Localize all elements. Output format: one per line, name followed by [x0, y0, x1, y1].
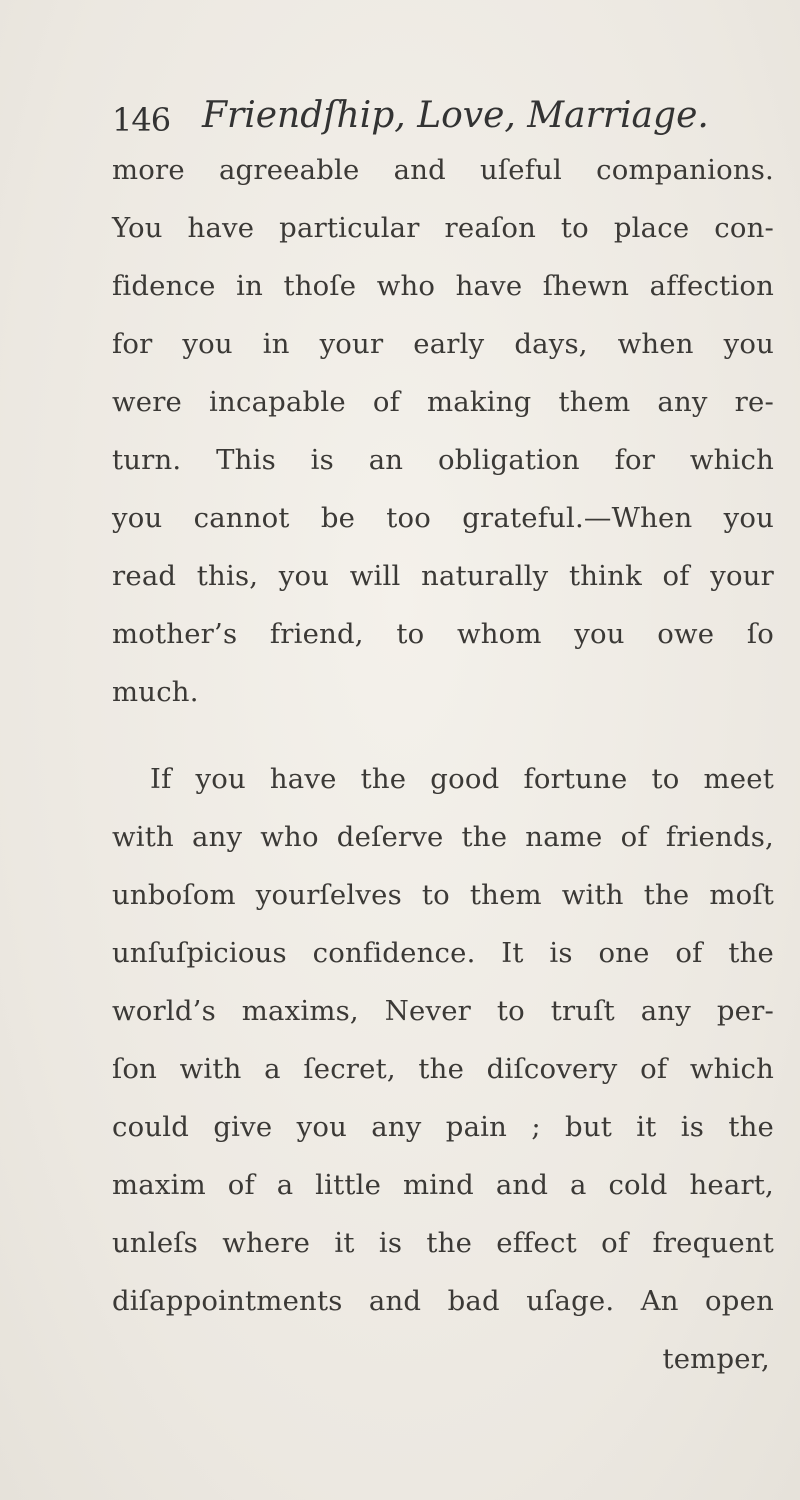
- text-line: mother’s friend, to whom you owe ſo: [112, 618, 774, 650]
- text-line: ſon with a ſecret, the diſcovery of which: [112, 1053, 774, 1085]
- catchword: temper,: [662, 1343, 770, 1375]
- text-line: more agreeable and uſeful companions.: [112, 154, 774, 186]
- text-line: could give you any pain ; but it is the: [112, 1111, 774, 1143]
- text-line: read this, you will naturally think of your: [112, 560, 774, 592]
- text-line: unleſs where it is the effect of frequent: [112, 1227, 774, 1259]
- text-line: unſuſpicious confidence. It is one of the: [112, 937, 774, 969]
- text-line: maxim of a little mind and a cold heart,: [112, 1169, 774, 1201]
- text-line: fidence in thoſe who have ſhewn affection: [112, 270, 774, 302]
- text-line: world’s maxims, Never to truſt any per-: [112, 995, 774, 1027]
- text-line: unboſom yourſelves to them with the moſt: [112, 879, 774, 911]
- text-line: were incapable of making them any re-: [112, 386, 774, 418]
- text-line: turn. This is an obligation for which: [112, 444, 774, 476]
- page-header: [112, 95, 760, 145]
- running-title: Friendſhip, Love, Marriage.: [202, 95, 709, 136]
- text-line: diſappointments and bad uſage. An open: [112, 1285, 774, 1317]
- text-line: for you in your early days, when you: [112, 328, 774, 360]
- text-line: You have particular reaſon to place con-: [112, 212, 774, 244]
- text-line: much.: [112, 676, 199, 708]
- text-line: If you have the good fortune to meet: [150, 763, 774, 795]
- page-number: 146: [112, 101, 171, 139]
- text-line: with any who deſerve the name of friends,: [112, 821, 774, 853]
- text-line: you cannot be too grateful.—When you: [112, 502, 774, 534]
